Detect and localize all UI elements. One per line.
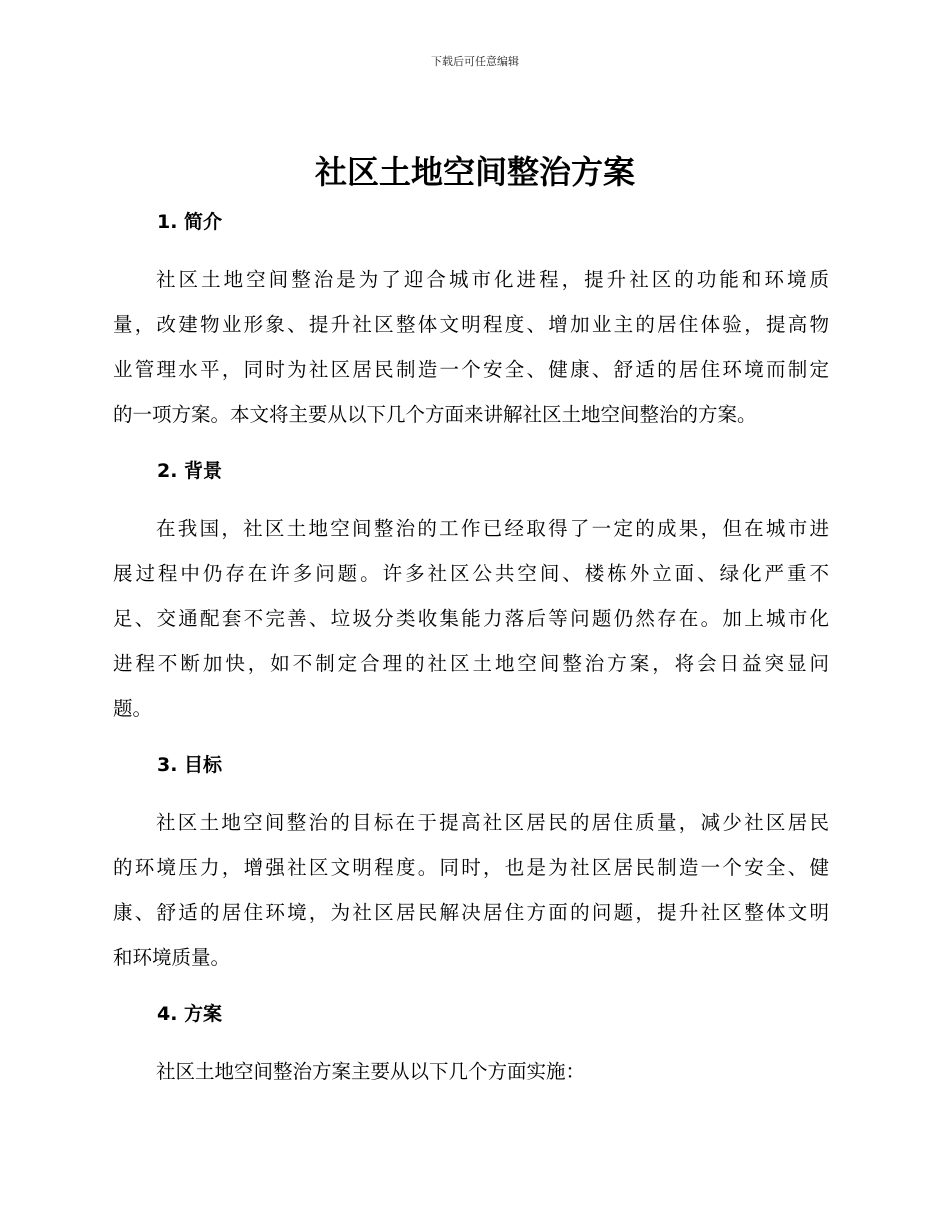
paragraph-line: 康、舒适的居住环境，为社区居民解决居住方面的问题，提升社区整体文明	[113, 901, 829, 924]
paragraph-line: 进程不断加快，如不制定合理的社区土地空间整治方案，将会日益突显问	[113, 652, 829, 675]
section-paragraph-background	[113, 506, 829, 731]
section-heading-goals: 3. 目标	[157, 754, 223, 776]
section-paragraph-intro	[113, 257, 829, 437]
paragraph-line: 在我国，社区土地空间整治的工作已经取得了一定的成果，但在城市进	[156, 517, 829, 540]
paragraph-line: 量，改建物业形象、提升社区整体文明程度、增加业主的居住体验，提高物	[113, 313, 829, 336]
paragraph-line: 和环境质量。	[113, 946, 231, 969]
section-heading-plan: 4. 方案	[157, 1003, 223, 1025]
paragraph-line: 足、交通配套不完善、垃圾分类收集能力落后等问题仍然存在。加上城市化	[113, 607, 829, 630]
paragraph-line: 社区土地空间整治的目标在于提高社区居民的居住质量，减少社区居民	[156, 811, 829, 834]
paragraph-line: 社区土地空间整治是为了迎合城市化进程，提升社区的功能和环境质	[156, 268, 829, 291]
document-title: 社区土地空间整治方案	[314, 153, 635, 191]
paragraph-line: 展过程中仍存在许多问题。许多社区公共空间、楼栋外立面、绿化严重不	[113, 562, 829, 585]
section-paragraph-plan	[113, 1049, 829, 1094]
section-heading-background: 2. 背景	[157, 460, 223, 482]
paragraph-line: 题。	[113, 697, 153, 720]
paragraph-line: 社区土地空间整治方案主要从以下几个方面实施：	[156, 1060, 586, 1083]
header-note: 下载后可任意编辑	[431, 55, 519, 68]
paragraph-line: 的环境压力，增强社区文明程度。同时，也是为社区居民制造一个安全、健	[113, 856, 829, 879]
paragraph-line: 的一项方案。本文将主要从以下几个方面来讲解社区土地空间整治的方案。	[113, 403, 757, 426]
section-paragraph-goals	[113, 800, 829, 980]
section-heading-intro: 1. 简介	[157, 211, 223, 233]
paragraph-line: 业管理水平，同时为社区居民制造一个安全、健康、舒适的居住环境而制定	[113, 358, 829, 381]
